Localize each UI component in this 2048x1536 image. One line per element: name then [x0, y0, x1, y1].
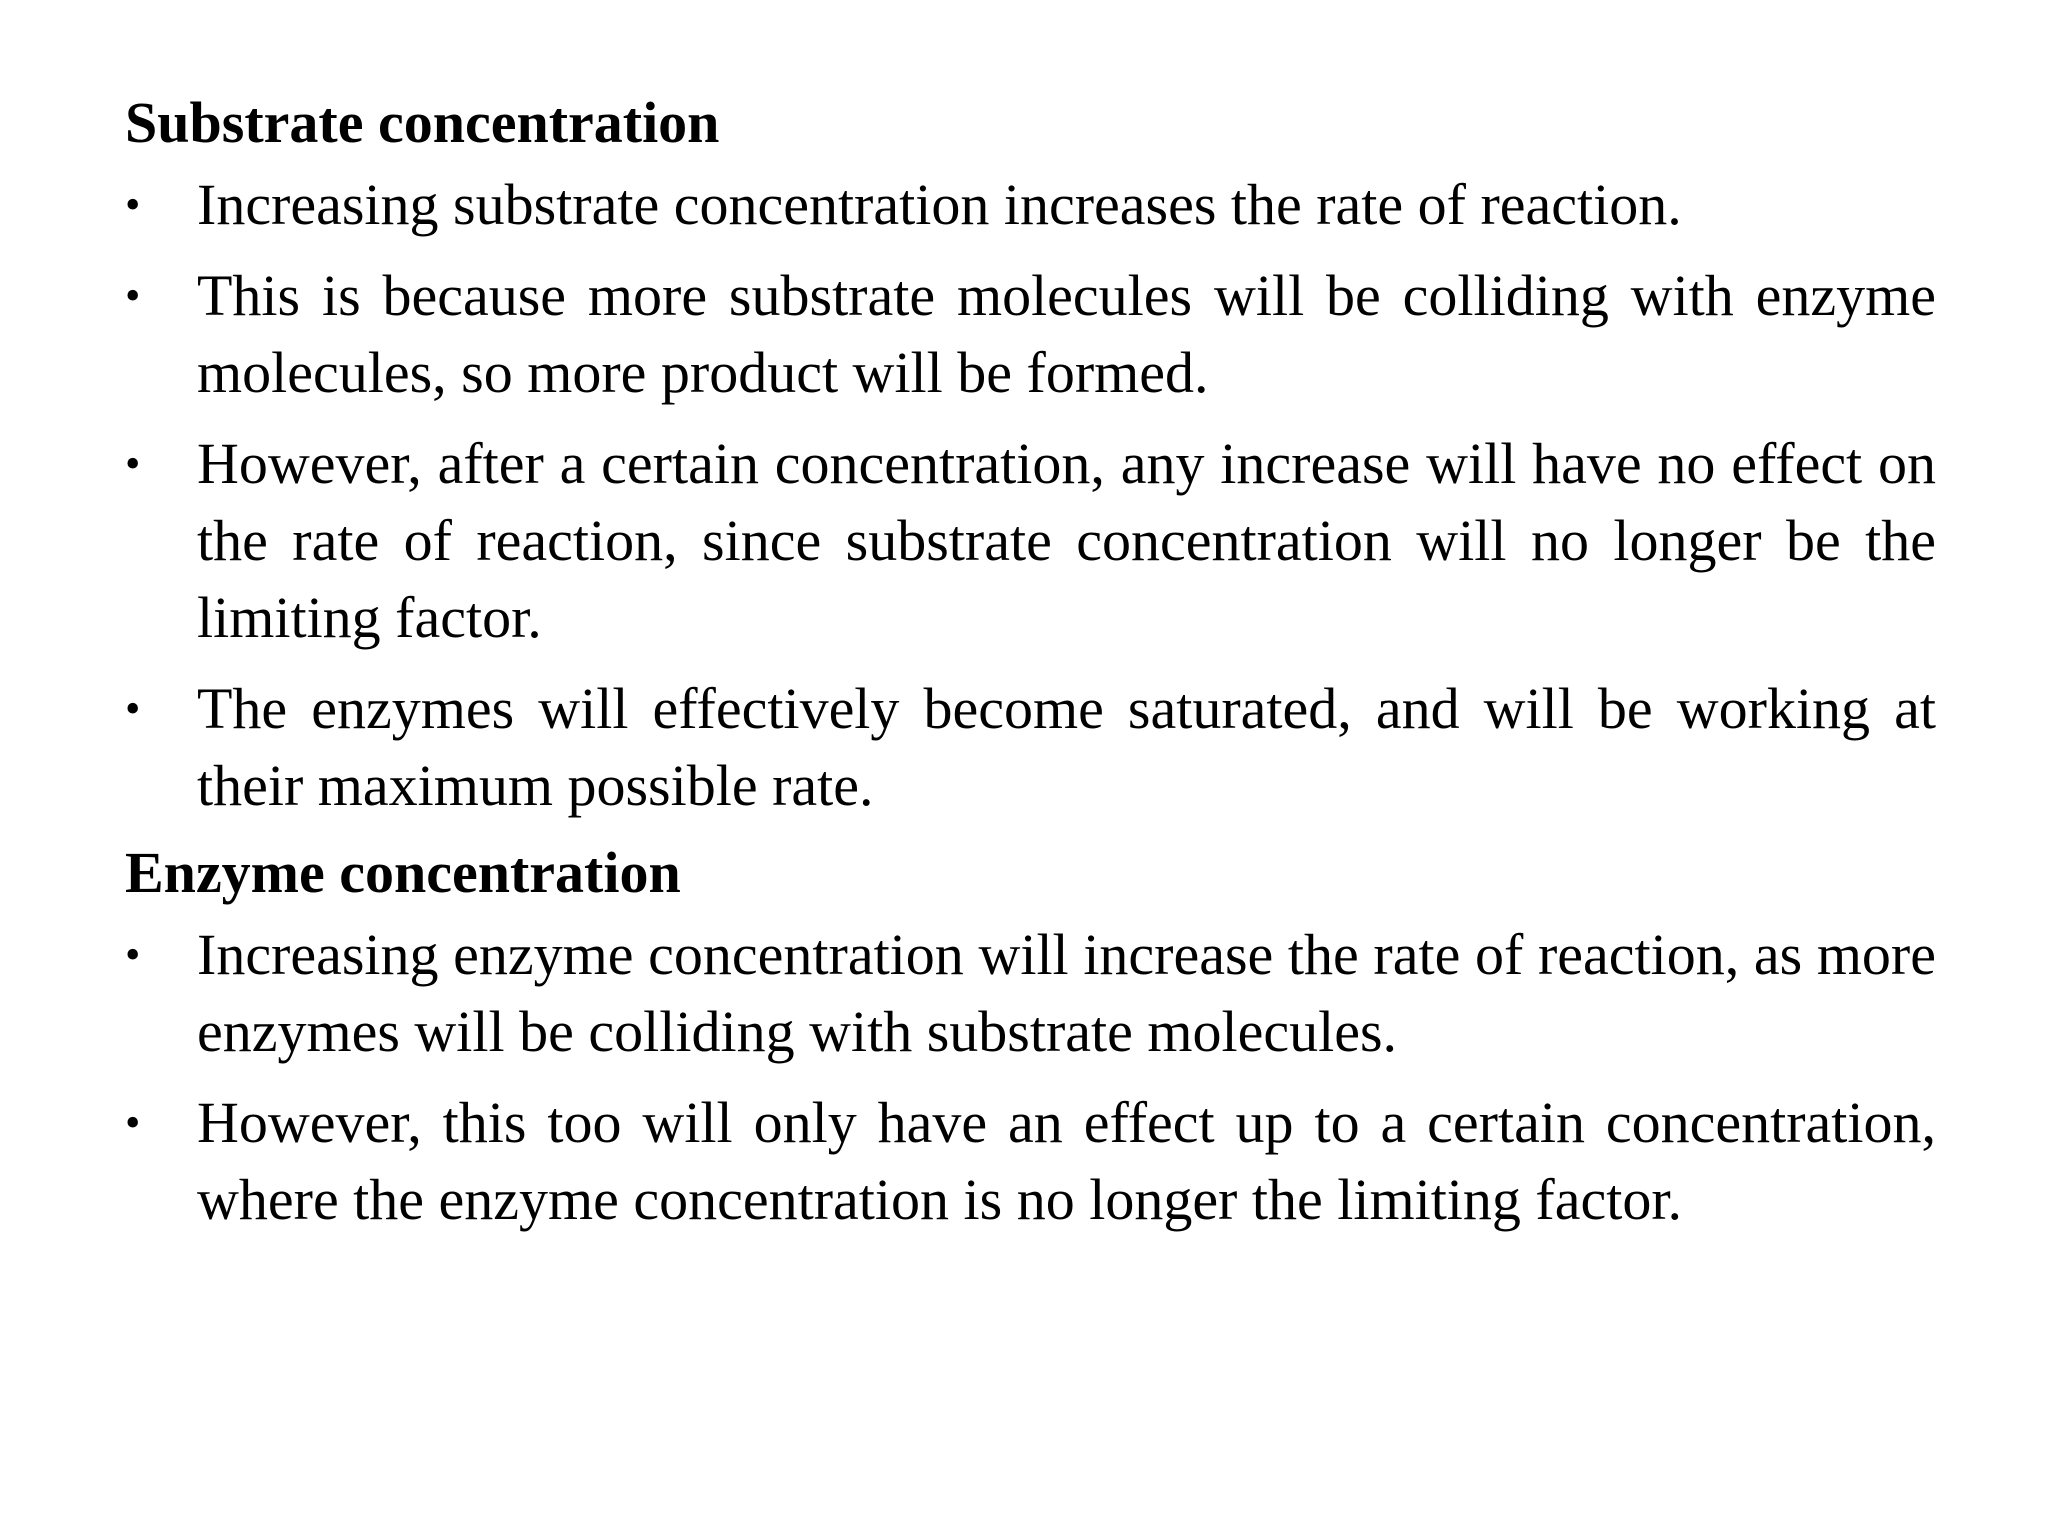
- enzyme-bullet-list: [125, 916, 1936, 1238]
- slide-content: [125, 88, 1936, 1252]
- bullet-text: However, after a certain concentration, any increase will have no effect on the rate of reaction, since substrate concentration will no longer be the limiting factor.: [197, 431, 1936, 650]
- bullet-icon: •: [125, 1098, 141, 1147]
- heading-enzyme-concentration: Enzyme concentration: [125, 840, 681, 905]
- substrate-bullet-list: [125, 166, 1936, 824]
- list-item: [125, 916, 1936, 1070]
- heading-substrate-concentration: Substrate concentration: [125, 90, 720, 155]
- list-item: [125, 1084, 1936, 1238]
- bullet-icon: •: [125, 930, 141, 979]
- list-item: [125, 425, 1936, 656]
- bullet-text: The enzymes will effectively become saturated, and will be working at their maximum possible rate.: [197, 676, 1936, 818]
- bullet-icon: •: [125, 271, 141, 320]
- bullet-icon: •: [125, 439, 141, 488]
- bullet-icon: •: [125, 180, 141, 229]
- bullet-text: Increasing substrate concentration increases the rate of reaction.: [197, 172, 1682, 237]
- list-item: [125, 257, 1936, 411]
- list-item: [125, 670, 1936, 824]
- list-item: [125, 166, 1936, 243]
- bullet-icon: •: [125, 684, 141, 733]
- bullet-text: This is because more substrate molecules will be colliding with enzyme molecules, so more product will be formed.: [197, 263, 1936, 405]
- bullet-text: Increasing enzyme concentration will increase the rate of reaction, as more enzymes will be colliding with substrate molecules.: [197, 922, 1936, 1064]
- bullet-text: However, this too will only have an effect up to a certain concentration, where the enzyme concentration is no longer the limiting factor.: [197, 1090, 1936, 1232]
